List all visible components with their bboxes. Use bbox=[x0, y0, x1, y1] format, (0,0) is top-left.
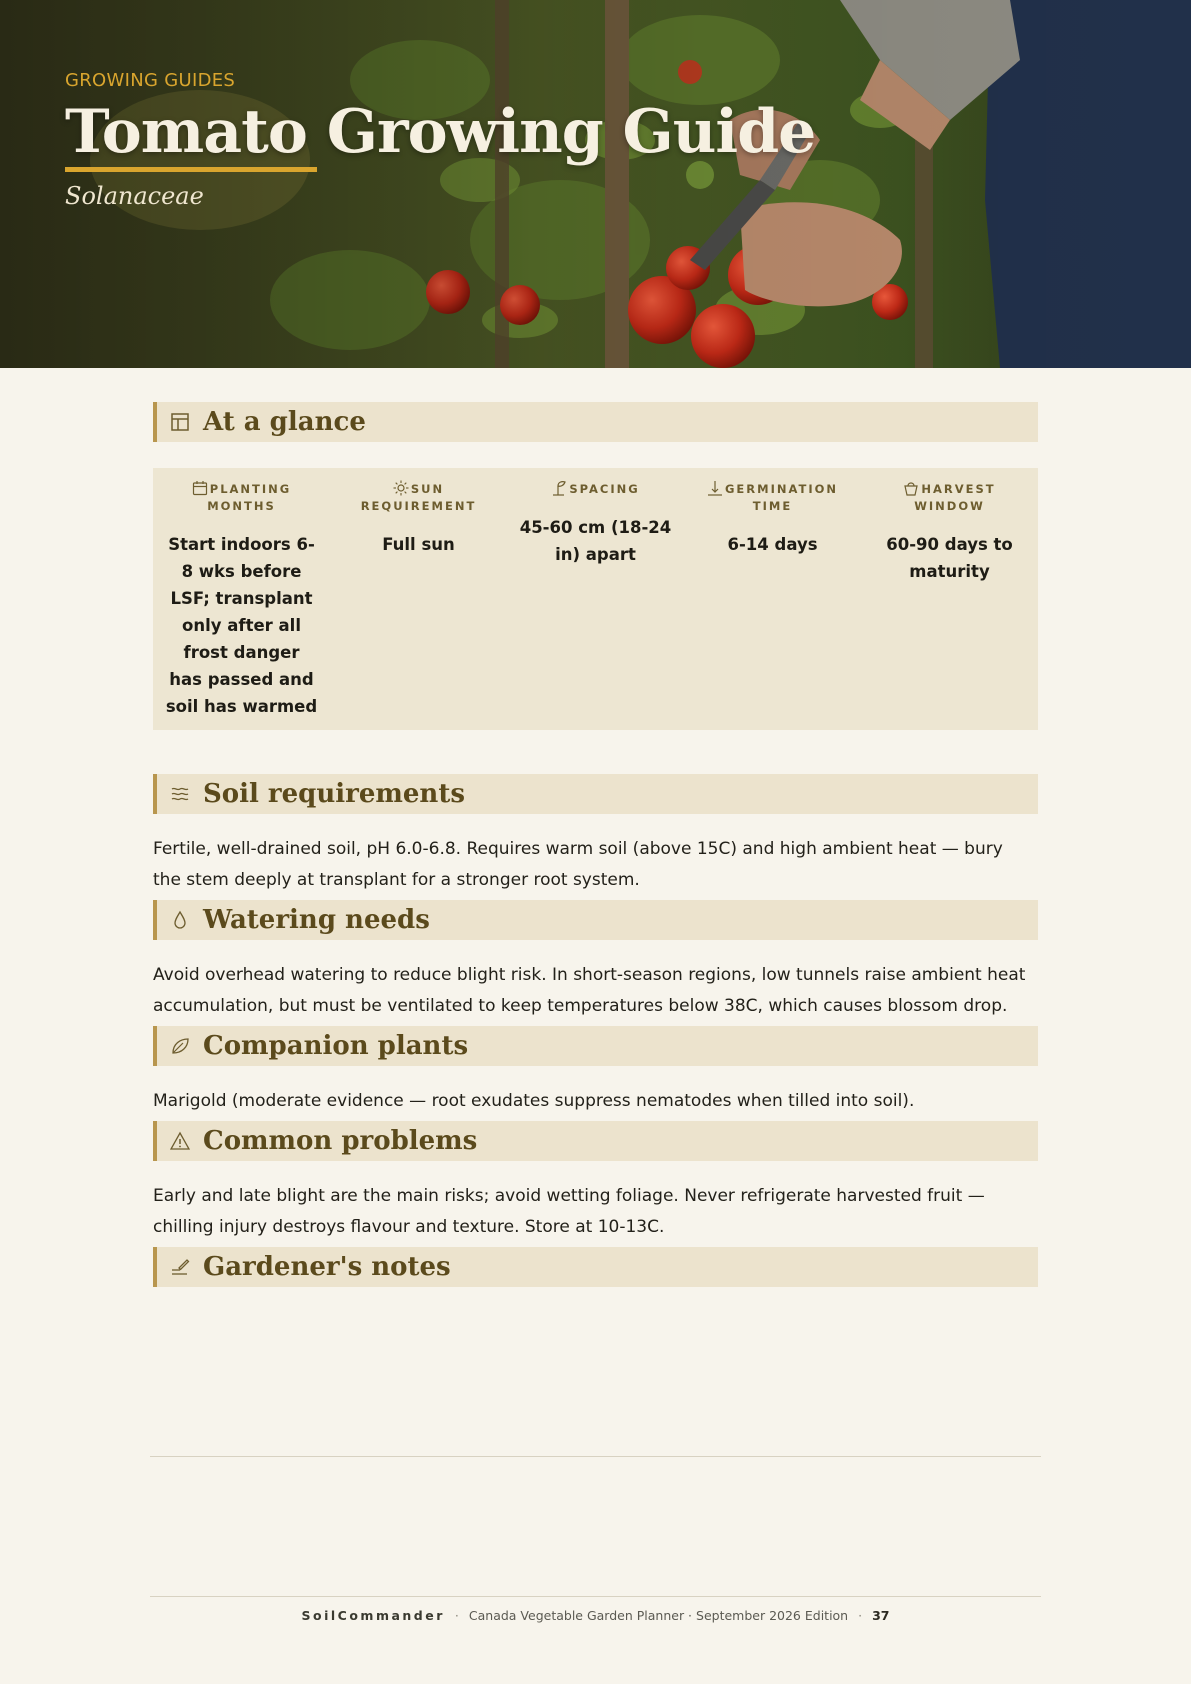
page-number: 37 bbox=[872, 1608, 890, 1623]
basket-icon bbox=[903, 482, 921, 496]
glance-sun-requirement bbox=[330, 468, 507, 730]
footer-separator: · bbox=[858, 1608, 863, 1623]
section-title: Gardener's notes bbox=[203, 1252, 451, 1282]
plant-family: Solanaceae bbox=[65, 182, 204, 210]
glance-harvest-window bbox=[861, 468, 1038, 730]
footer-brand: SoilCommander bbox=[301, 1608, 445, 1623]
glance-planting-months bbox=[153, 468, 330, 730]
glance-label: PLANTING MONTHS bbox=[207, 482, 292, 513]
footer-edition: Canada Vegetable Garden Planner · September 2026 Edition bbox=[468, 1608, 849, 1623]
section-header-glance bbox=[153, 402, 1038, 442]
soil-text: Fertile, well-drained soil, pH 6.0-6.8. Requires warm soil (above 15C) and high ambient heat — bury the stem deeply at transplant for a stronger root system. bbox=[153, 839, 1003, 890]
leaf-icon bbox=[169, 1035, 191, 1057]
section-title: Common problems bbox=[203, 1126, 478, 1156]
calendar-icon bbox=[192, 482, 210, 496]
section-header-soil bbox=[153, 774, 1038, 814]
at-a-glance-table bbox=[153, 468, 1038, 730]
layout-icon bbox=[169, 411, 191, 433]
glance-value: 6-14 days bbox=[727, 535, 818, 554]
glance-value: 60-90 days to maturity bbox=[886, 535, 1013, 581]
page-title: Tomato Growing Guide bbox=[65, 97, 816, 167]
glance-value: Full sun bbox=[382, 535, 455, 554]
section-header-watering bbox=[153, 900, 1038, 940]
glance-value: Start indoors 6-8 wks before LSF; transplant only after all frost danger has passed and soil has warmed bbox=[165, 535, 318, 716]
hero-banner bbox=[0, 0, 1191, 368]
glance-label: HARVEST WINDOW bbox=[914, 482, 996, 513]
glance-spacing bbox=[507, 468, 684, 730]
section-header-problems bbox=[153, 1121, 1038, 1161]
section-title: Soil requirements bbox=[203, 779, 465, 809]
problems-text: Early and late blight are the main risks; avoid wetting foliage. Never refrigerate harvested fruit — chilling injury destroys flavour and texture. Store at 10-13C. bbox=[153, 1186, 985, 1237]
guide-content bbox=[153, 402, 1038, 1287]
category-label: GROWING GUIDES bbox=[65, 70, 236, 91]
glance-germination-time bbox=[684, 468, 861, 730]
watering-text: Avoid overhead watering to reduce blight risk. In short-season regions, low tunnels raise ambient heat accumulation, but must be ventilated to keep temperatures below 38C, which causes blossom drop. bbox=[153, 965, 1026, 1016]
glance-label: SPACING bbox=[569, 482, 640, 496]
section-header-notes bbox=[153, 1247, 1038, 1287]
glance-label: SUN REQUIREMENT bbox=[360, 482, 477, 513]
soil-layers-icon bbox=[169, 783, 191, 805]
footer-divider bbox=[150, 1596, 1041, 1597]
pencil-notes-icon bbox=[169, 1256, 191, 1278]
companion-text: Marigold (moderate evidence — root exudates suppress nematodes when tilled into soil). bbox=[153, 1091, 915, 1111]
notes-divider bbox=[150, 1456, 1041, 1457]
glance-label: GERMINATION TIME bbox=[724, 482, 839, 513]
hero-text bbox=[65, 70, 815, 210]
footer-separator: · bbox=[454, 1608, 459, 1623]
page-footer bbox=[0, 1608, 1191, 1623]
section-title: At a glance bbox=[203, 407, 366, 437]
sprout-down-icon bbox=[707, 482, 725, 496]
water-drop-icon bbox=[169, 909, 191, 931]
title-underline bbox=[65, 167, 317, 172]
section-title: Companion plants bbox=[203, 1031, 469, 1061]
section-header-companion bbox=[153, 1026, 1038, 1066]
glance-value: 45-60 cm (18-24 in) apart bbox=[519, 518, 672, 564]
warning-icon bbox=[169, 1130, 191, 1152]
sun-icon bbox=[393, 482, 411, 496]
section-title: Watering needs bbox=[203, 905, 430, 935]
seedling-icon bbox=[551, 482, 569, 496]
